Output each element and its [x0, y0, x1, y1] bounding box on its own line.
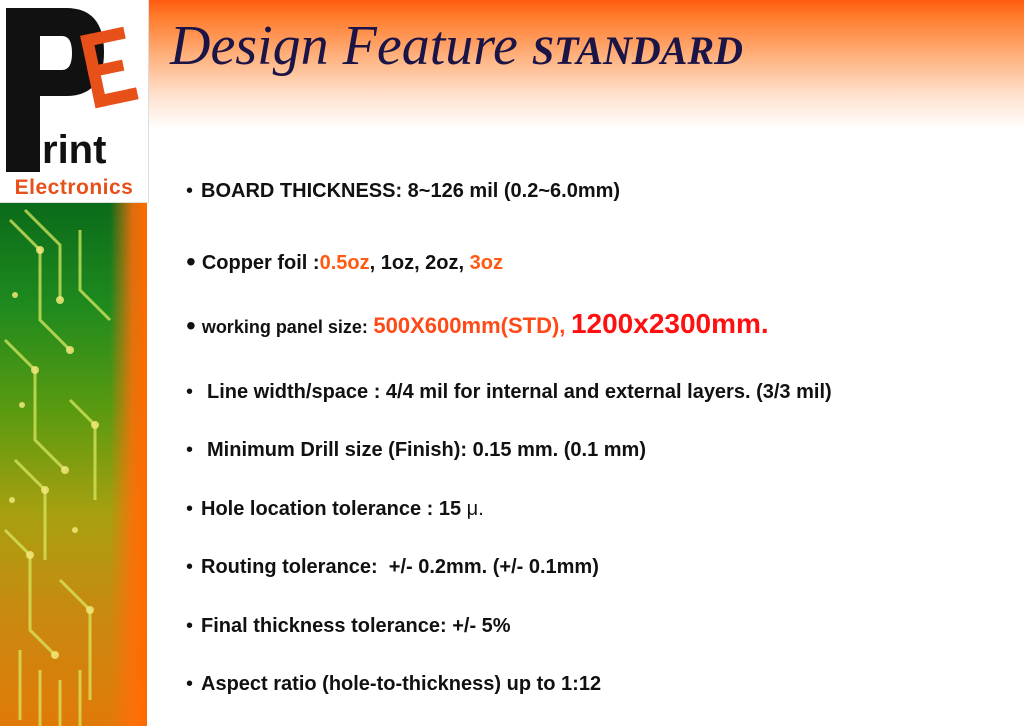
list-item: • Minimum Drill size (Finish): 0.15 mm. (0.1 mm)	[186, 439, 646, 461]
list-item: • Copper foil :0.5oz, 1oz, 2oz, 3oz	[186, 246, 503, 277]
list-item: • working panel size: 500X600mm(STD), 1200x2300mm.	[186, 308, 769, 341]
list-item: • Routing tolerance: +/- 0.2mm. (+/- 0.1mm)	[186, 556, 599, 578]
orange-edge-gradient	[110, 200, 147, 726]
logo-subtitle: Electronics	[14, 176, 134, 199]
title-main: Design Feature	[170, 15, 518, 77]
list-item: • Line width/space : 4/4 mil for internal and external layers. (3/3 mil)	[186, 381, 832, 403]
list-item: • Hole location tolerance : 15 μ.	[186, 498, 484, 520]
logo-word: rint	[42, 128, 107, 172]
circuit-board-image	[0, 200, 147, 726]
company-logo	[0, 0, 149, 203]
list-item: • Aspect ratio (hole-to-thickness) up to 1:12	[186, 673, 602, 695]
list-item: • BOARD THICKNESS: 8~126 mil (0.2~6.0mm)	[186, 180, 621, 202]
title-accent: STANDARD	[531, 28, 744, 73]
list-item: • Final thickness tolerance: +/- 5%	[186, 615, 511, 637]
page-title	[170, 14, 743, 78]
